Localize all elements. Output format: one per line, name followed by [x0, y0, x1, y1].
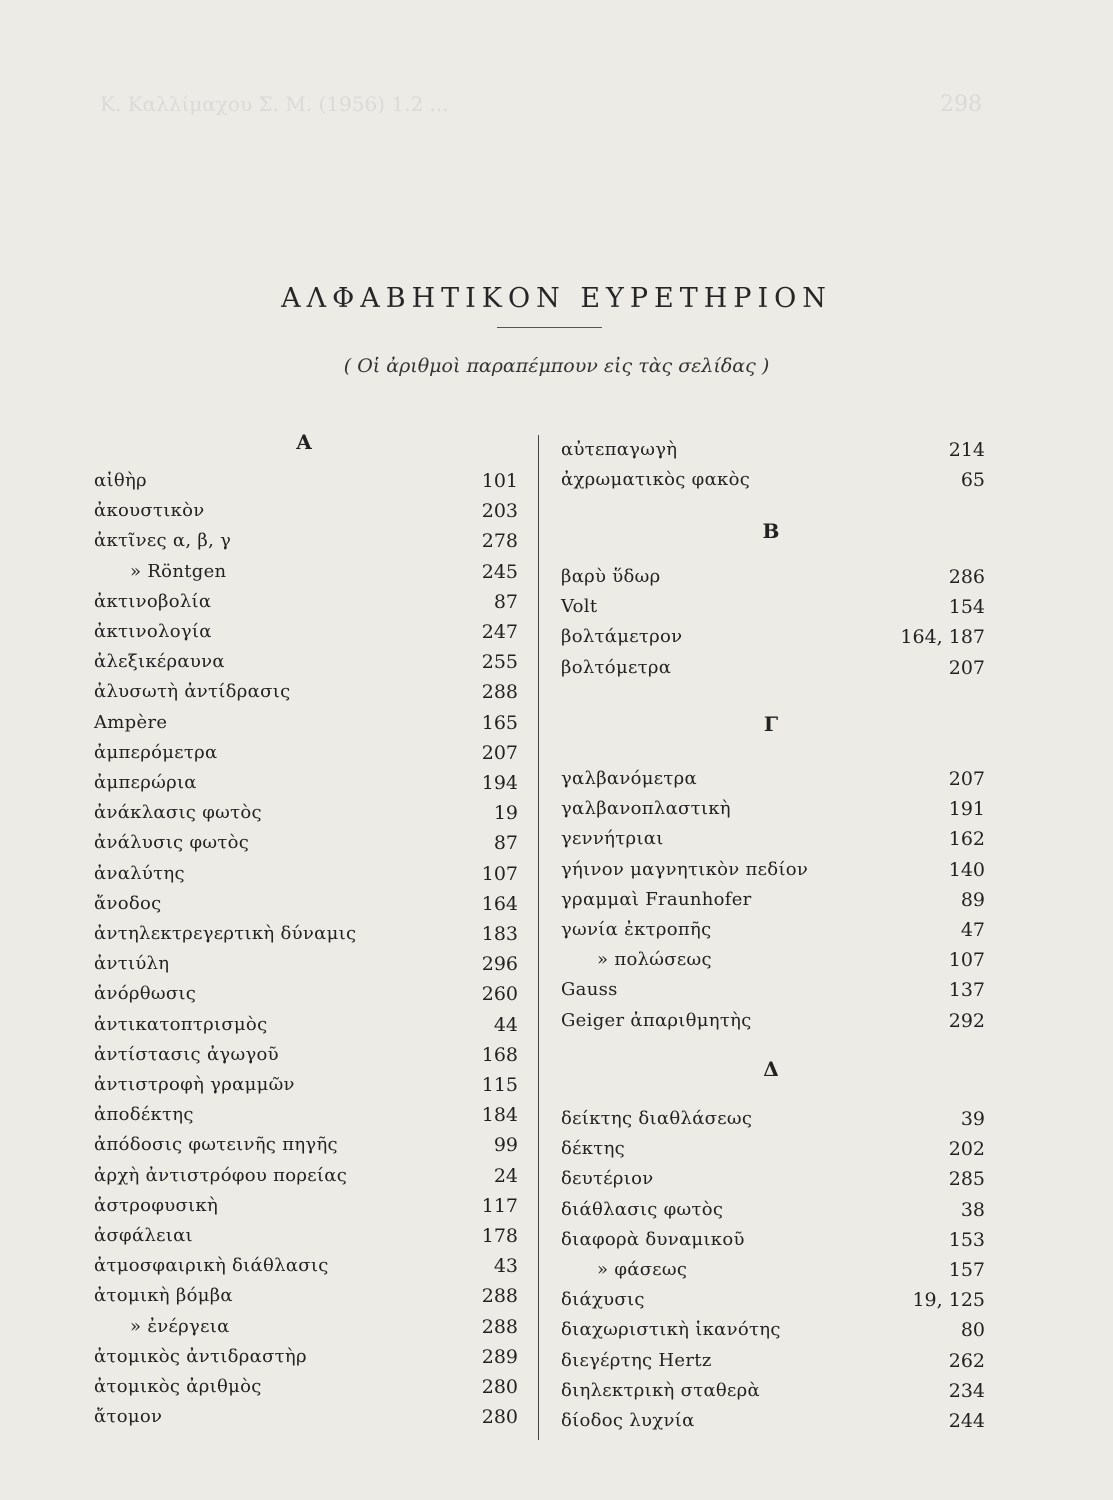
index-term: ἀνόρθωσις: [94, 983, 197, 1005]
index-entry: [557, 1350, 985, 1380]
index-entry: [557, 469, 985, 499]
index-term: ἀντικατοπτρισμὸς: [94, 1013, 268, 1035]
section-letter: Β: [762, 519, 780, 543]
index-term: διάθλασις φωτὸς: [561, 1198, 724, 1220]
index-term: ἀκτινοβολία: [94, 590, 212, 612]
index-term: γωνία ἐκτροπῆς: [561, 919, 712, 940]
index-term: ἀτομικὸς ἀριθμὸς: [94, 1376, 262, 1397]
index-term: διαφορὰ δυναμικοῦ: [561, 1228, 745, 1250]
index-term: ἀλυσωτὴ ἀντίδρασις: [94, 681, 291, 703]
index-term: δείκτης διαθλάσεως: [561, 1108, 753, 1129]
index-page-number: 87: [493, 590, 518, 613]
index-page-number: 207: [948, 656, 985, 679]
show-through-header: Κ. Καλλίμαχου Σ. Μ. (1956) 1.2 ...: [100, 92, 449, 116]
index-page-number: 19: [493, 802, 518, 825]
index-page-number: 38: [960, 1198, 985, 1221]
index-term: Gauss: [561, 979, 618, 1001]
index-page-number: 292: [948, 1009, 985, 1032]
index-entry: [90, 561, 518, 591]
index-page-number: 87: [493, 832, 518, 855]
index-entry: [90, 742, 518, 772]
index-page-number: 247: [481, 621, 518, 643]
index-term: » ἐνέργεια: [130, 1315, 230, 1337]
index-page-number: 285: [948, 1168, 985, 1191]
index-entry: [90, 1316, 518, 1346]
index-term: ἄτομον: [94, 1406, 163, 1428]
index-term: ἀνάλυσις φωτὸς: [94, 832, 250, 854]
index-term: γήινον μαγνητικὸν πεδίον: [561, 858, 809, 880]
index-term: ἀντίστασις ἀγωγοῦ: [94, 1043, 279, 1065]
index-entry: [557, 768, 985, 798]
index-entry: [557, 596, 985, 626]
index-term: ἀτομικὸς ἀντιδραστὴρ: [94, 1345, 307, 1367]
section-letter: Α: [296, 430, 312, 454]
index-term: γραμμαὶ Fraunhofer: [561, 888, 752, 910]
index-page-number: 99: [493, 1134, 518, 1157]
index-page-number: 280: [481, 1406, 518, 1429]
index-term: βαρὺ ὕδωρ: [561, 566, 661, 587]
index-entry: [557, 657, 985, 687]
index-term: διάχυσις: [561, 1289, 645, 1311]
index-term: ἄνοδος: [94, 892, 162, 914]
index-entry: [557, 828, 985, 858]
index-term: ἀστροφυσικὴ: [94, 1194, 219, 1216]
index-term: διεγέρτης Hertz: [561, 1349, 712, 1371]
index-entry: [557, 1010, 985, 1040]
index-entry: [90, 1225, 518, 1255]
index-entry: [557, 566, 985, 596]
index-term: γεννήτριαι: [561, 828, 664, 850]
index-page-number: 65: [960, 469, 985, 492]
index-page-number: 203: [481, 500, 518, 523]
index-entry: [90, 591, 518, 621]
index-term: ἀκουστικὸν: [94, 500, 205, 522]
index-entry: [90, 530, 518, 560]
index-term: δίοδος λυχνία: [561, 1410, 695, 1431]
section-letter: Δ: [763, 1057, 779, 1081]
index-term: ἀμπερόμετρα: [94, 741, 218, 763]
index-entry: [557, 1289, 985, 1319]
index-page-number: 157: [948, 1259, 985, 1281]
index-entry: [90, 1074, 518, 1104]
index-term: διηλεκτρικὴ σταθερὰ: [561, 1379, 761, 1401]
index-page-number: 255: [481, 651, 518, 674]
index-term: γαλβανοπλαστικὴ: [561, 798, 731, 820]
index-entry: [90, 1165, 518, 1195]
index-page-number: 184: [481, 1104, 518, 1127]
index-page-number: 194: [481, 772, 518, 794]
index-entry: [90, 863, 518, 893]
index-page-number: 39: [960, 1108, 985, 1130]
index-page-number: 101: [481, 470, 518, 492]
index-entry: [90, 712, 518, 742]
index-page-number: 168: [481, 1043, 518, 1066]
index-page-number: 165: [481, 711, 518, 734]
index-term: ἀμπερώρια: [94, 772, 197, 793]
section-letter: Γ: [763, 712, 779, 736]
index-page-number: 19, 125: [912, 1289, 985, 1312]
index-entry: [557, 1259, 985, 1289]
index-page-number: 164, 187: [900, 626, 985, 649]
index-term: ἀνάκλασις φωτὸς: [94, 802, 262, 824]
index-term: » φάσεως: [597, 1259, 688, 1280]
index-page-number: 286: [948, 566, 985, 588]
index-entry: [557, 859, 985, 889]
index-page-number: 137: [948, 979, 985, 1002]
index-entry: [90, 1346, 518, 1376]
index-page-number: 191: [948, 798, 985, 821]
index-page-number: 44: [493, 1013, 518, 1036]
index-term: ἀτομικὴ βόμβα: [94, 1285, 233, 1307]
index-term: βολτόμετρα: [561, 656, 672, 678]
index-entry: [557, 1319, 985, 1349]
index-page-number: 278: [481, 530, 518, 553]
index-term: βολτάμετρον: [561, 626, 683, 648]
index-entry: [90, 621, 518, 651]
index-page-number: 43: [493, 1255, 518, 1278]
index-page-number: 260: [481, 983, 518, 1006]
index-term: ἀτμοσφαιρικὴ διάθλασις: [94, 1255, 329, 1277]
index-page-number: 244: [948, 1410, 985, 1432]
index-entry: [557, 1229, 985, 1259]
index-entry: [557, 1138, 985, 1168]
index-entry: [90, 983, 518, 1013]
index-page-number: 183: [481, 923, 518, 945]
index-page-number: 140: [948, 858, 985, 881]
index-entry: [90, 1044, 518, 1074]
index-page-number: 214: [948, 439, 985, 461]
index-entry: [557, 1410, 985, 1440]
index-term: ἀντιστροφὴ γραμμῶν: [94, 1074, 295, 1095]
index-entry: [557, 889, 985, 919]
page-title: ΑΛΦΑΒΗΤΙΚΟΝ ΕΥΡΕΤΗΡΙΟΝ: [281, 283, 832, 314]
index-page-number: 89: [960, 888, 985, 911]
index-term: ἀρχὴ ἀντιστρόφου πορείας: [94, 1164, 348, 1186]
index-term: ἀλεξικέραυνα: [94, 651, 225, 673]
index-entry: [90, 500, 518, 530]
index-term: ἀχρωματικὸς φακὸς: [561, 469, 751, 491]
title-rule: [497, 327, 602, 328]
index-entry: [557, 439, 985, 469]
index-term: Geiger ἀπαριθμητὴς: [561, 1009, 752, 1031]
index-entry: [557, 1199, 985, 1229]
index-page-number: 47: [960, 919, 985, 941]
index-term: ἀναλύτης: [94, 862, 185, 884]
index-entry: [90, 470, 518, 500]
index-page-number: 154: [948, 596, 985, 619]
index-page-number: 207: [481, 741, 518, 764]
index-page-number: 207: [948, 768, 985, 790]
index-page-number: 280: [481, 1376, 518, 1398]
index-page-number: 80: [960, 1319, 985, 1342]
index-page-number: 178: [481, 1225, 518, 1247]
index-entry: [90, 1255, 518, 1285]
index-term: δευτέριον: [561, 1168, 654, 1190]
index-page-number: 162: [948, 828, 985, 851]
index-page-number: 288: [481, 681, 518, 704]
index-entry: [90, 772, 518, 802]
index-term: ἀντιύλη: [94, 953, 170, 975]
index-entry: [90, 1285, 518, 1315]
index-page-number: 107: [481, 862, 518, 885]
index-page-number: 164: [481, 892, 518, 915]
index-page-number: 115: [481, 1074, 518, 1096]
index-term: δέκτης: [561, 1138, 626, 1160]
page-subtitle: ( Οἱ ἀριθμοὶ παραπέμπουν εἰς τὰς σελίδας ): [343, 355, 770, 377]
index-term: ἀκτῖνες α, β, γ: [94, 530, 232, 552]
index-page-number: 107: [948, 949, 985, 972]
index-page-number: 288: [481, 1315, 518, 1338]
index-term: γαλβανόμετρα: [561, 768, 697, 789]
index-entry: [90, 1195, 518, 1225]
index-page-number: 117: [481, 1194, 518, 1217]
index-term: » Röntgen: [130, 560, 227, 582]
index-term: ἀκτινολογία: [94, 621, 212, 642]
index-entry: [90, 1134, 518, 1164]
index-term: » πολώσεως: [597, 949, 712, 971]
index-page-number: 24: [493, 1164, 518, 1187]
index-entry: [90, 1104, 518, 1134]
index-entry: [90, 1014, 518, 1044]
index-term: Volt: [561, 596, 598, 618]
index-term: ἀπόδοσις φωτεινῆς πηγῆς: [94, 1134, 338, 1156]
index-entry: [557, 979, 985, 1009]
index-entry: [90, 1406, 518, 1436]
index-entry: [90, 953, 518, 983]
index-term: αἰθὴρ: [94, 470, 147, 491]
index-entry: [557, 798, 985, 828]
index-entry: [557, 626, 985, 656]
index-entry: [90, 832, 518, 862]
index-entry: [557, 1168, 985, 1198]
index-page-number: 202: [948, 1138, 985, 1161]
index-page-number: 289: [481, 1345, 518, 1368]
index-entry: [90, 681, 518, 711]
index-page-number: 296: [481, 953, 518, 976]
index-term: Ampère: [94, 711, 168, 733]
index-page-number: 288: [481, 1285, 518, 1308]
index-entry: [557, 1108, 985, 1138]
index-entry: [557, 949, 985, 979]
show-through-page-number: 298: [940, 92, 982, 117]
index-page-number: 153: [948, 1228, 985, 1251]
index-page-number: 245: [481, 560, 518, 583]
index-entry: [557, 919, 985, 949]
index-page-number: 262: [948, 1349, 985, 1372]
index-entry: [557, 1380, 985, 1410]
index-term: αὐτεπαγωγὴ: [561, 439, 678, 460]
index-term: ἀσφάλειαι: [94, 1225, 193, 1246]
index-page-number: 234: [948, 1379, 985, 1402]
index-entry: [90, 1376, 518, 1406]
index-term: διαχωριστικὴ ἱκανότης: [561, 1319, 781, 1341]
index-entry: [90, 893, 518, 923]
index-entry: [90, 923, 518, 953]
index-entry: [90, 651, 518, 681]
index-entry: [90, 802, 518, 832]
index-term: ἀντηλεκτρεγερτικὴ δύναμις: [94, 923, 357, 944]
column-divider: [538, 435, 539, 1440]
index-term: ἀποδέκτης: [94, 1104, 194, 1126]
